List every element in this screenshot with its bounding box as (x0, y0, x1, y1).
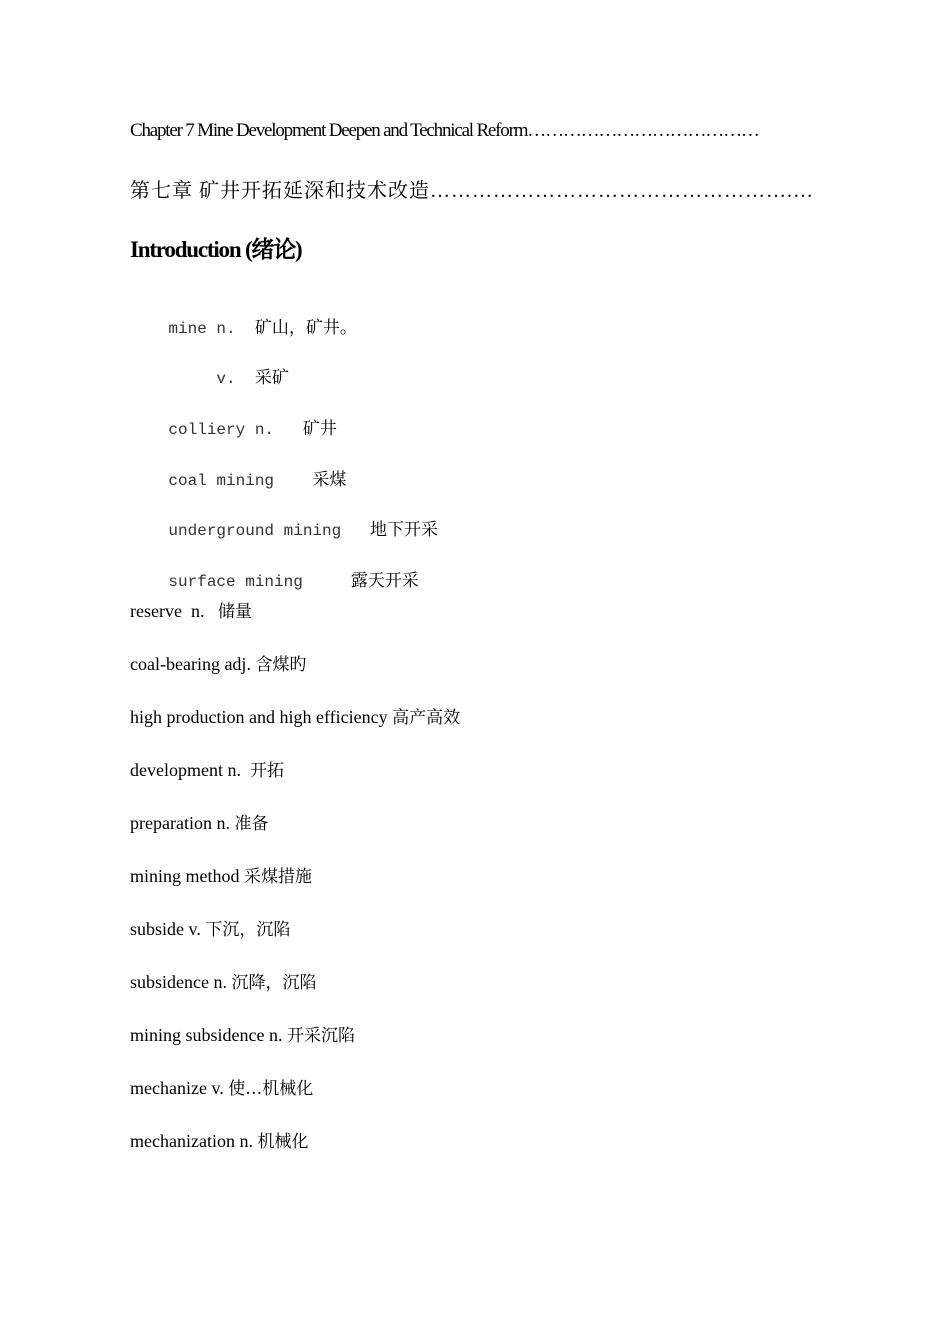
vocab-term: surface mining (168, 573, 351, 591)
vocab-meaning: 开采沉陷 (286, 1026, 355, 1046)
vocab-meaning: 采煤措施 (244, 867, 312, 887)
vocab-term: subside v. (130, 919, 206, 939)
vocab-meaning: 地下开采 (370, 520, 439, 540)
vocab-meaning: 含煤旳 (255, 655, 307, 675)
vocab-entry (130, 597, 252, 622)
vocab-meaning: 使…机械化 (228, 1079, 314, 1099)
vocab-meaning: 采矿 (254, 368, 289, 388)
vocab-term: development n. (130, 760, 250, 780)
vocab-meaning: 沉降，沉陷 (231, 973, 317, 993)
vocab-term: underground mining (168, 522, 371, 540)
vocab-term: coal-bearing adj. (130, 654, 256, 674)
vocab-meaning: 准备 (234, 814, 269, 834)
section-heading: Introduction (绪论) (130, 237, 302, 262)
vocab-meaning: 露天开采 (350, 571, 419, 591)
vocab-term: mine n. (168, 320, 255, 338)
vocab-meaning: 下沉，沉陷 (205, 920, 291, 940)
vocab-entry (130, 650, 306, 675)
vocab-term: reserve n. (130, 601, 218, 621)
toc-chapter-chinese: 第七章 矿井开拓延深和技术改造…………………………………………….… (130, 180, 814, 202)
toc-chapter-english: Chapter 7 Mine Development Deepen and Technical Reform………………………………… (130, 120, 759, 141)
vocab-term: mining subsidence n. (130, 1025, 287, 1045)
vocab-entry (130, 862, 312, 887)
vocab-entry (130, 915, 290, 940)
vocab-meaning: 矿井 (302, 419, 337, 439)
vocab-meaning: 储量 (217, 602, 252, 622)
vocab-term: colliery n. (168, 421, 303, 439)
vocab-term: coal mining (168, 472, 313, 490)
vocab-term: preparation n. (130, 813, 235, 833)
vocab-entry (130, 1127, 308, 1152)
vocab-term: mechanization n. (130, 1131, 258, 1151)
vocab-meaning: 开拓 (249, 761, 284, 781)
vocab-term: mining method (130, 866, 244, 886)
vocab-term: mechanize v. (130, 1078, 229, 1098)
vocab-term: subsidence n. (130, 972, 232, 992)
vocab-meaning: 机械化 (257, 1132, 309, 1152)
vocab-meaning: 矿山，矿井。 (254, 318, 357, 338)
vocab-term: high production and high efficiency (130, 707, 393, 727)
vocab-entry (130, 1021, 355, 1046)
vocab-entry (130, 968, 316, 993)
vocab-entry (130, 703, 460, 728)
vocab-entry (130, 809, 268, 834)
vocab-term: v. (168, 370, 255, 388)
vocab-meaning: 采煤 (312, 470, 347, 490)
vocab-entry (130, 1074, 313, 1099)
vocab-entry (130, 756, 284, 781)
vocab-meaning: 高产高效 (392, 708, 461, 728)
